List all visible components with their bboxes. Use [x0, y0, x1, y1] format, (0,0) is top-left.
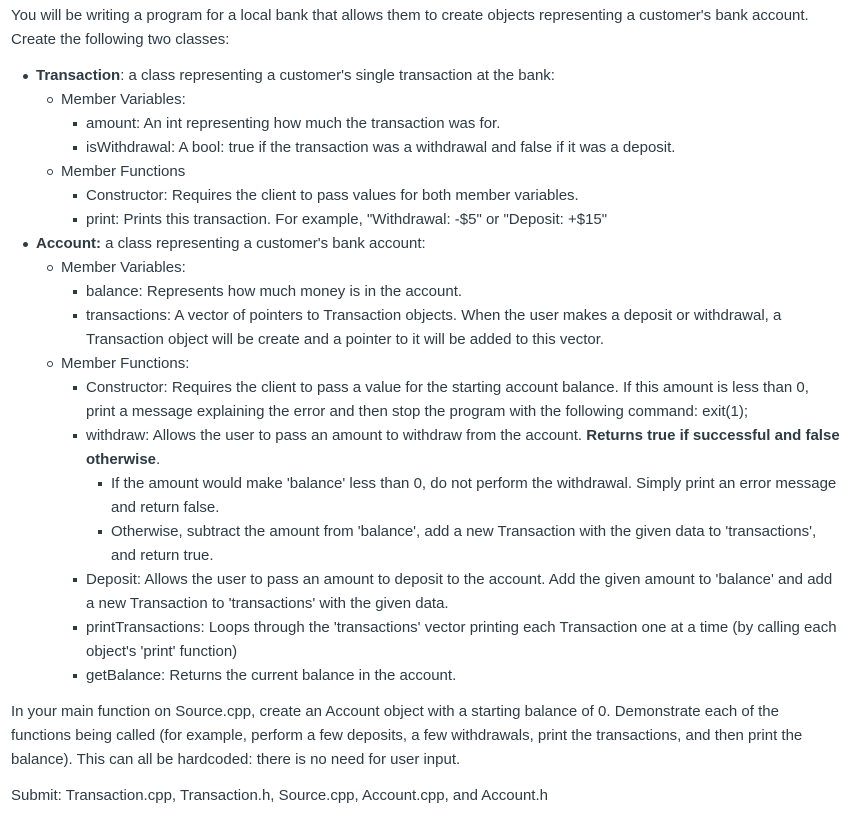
withdraw-sub-list: [86, 472, 841, 568]
transaction-member-vars-label: Member Variables:: [61, 91, 186, 108]
list-item: balance: Represents how much money is in the account.: [61, 280, 841, 304]
account-member-vars-label: Member Variables:: [61, 259, 186, 276]
transaction-class-item: [11, 64, 841, 232]
account-vars-list: [61, 280, 841, 352]
list-item-withdraw: [61, 424, 841, 568]
list-item: isWithdrawal: A bool: true if the transaction was a withdrawal and false if it was a deposit.: [61, 136, 841, 160]
transaction-class-desc: : a class representing a customer's single transaction at the bank:: [120, 67, 555, 84]
transaction-member-funcs-label: Member Functions: [61, 163, 186, 180]
withdraw-bold-text: Returns true if successful and false otherwise: [86, 427, 840, 468]
account-class-desc: a class representing a customer's bank account:: [101, 235, 426, 252]
list-item: amount: An int representing how much the transaction was for.: [61, 112, 841, 136]
withdraw-end: .: [156, 451, 161, 468]
list-item: getBalance: Returns the current balance in the account.: [61, 664, 841, 688]
withdraw-text: withdraw: Allows the user to pass an amount to withdraw from the account.: [86, 427, 587, 444]
submit-paragraph: Submit: Transaction.cpp, Transaction.h, Source.cpp, Account.cpp, and Account.h: [11, 787, 548, 804]
outro-paragraph: In your main function on Source.cpp, create an Account object with a starting balance of 0. Demonstrate each of the functions being called (for example, perform a few deposits, a few withdrawals, print the transactions, and then print the balance). This can all be hardcoded: there is no need for user input.: [11, 703, 803, 768]
list-item: printTransactions: Loops through the 'transactions' vector printing each Transaction one at a time (by calling each object's 'print' function): [61, 616, 841, 664]
account-class-name: Account:: [36, 235, 101, 252]
list-item: print: Prints this transaction. For example, "Withdrawal: -$5" or "Deposit: +$15": [61, 208, 841, 232]
list-item: Constructor: Requires the client to pass values for both member variables.: [61, 184, 841, 208]
account-members: [36, 256, 841, 688]
list-item: If the amount would make 'balance' less than 0, do not perform the withdrawal. Simply print an error message and return false.: [86, 472, 841, 520]
account-member-funcs-label: Member Functions:: [61, 355, 190, 372]
class-list: [11, 64, 841, 688]
account-funcs-list: [61, 376, 841, 688]
list-item: Otherwise, subtract the amount from 'balance', add a new Transaction with the given data to 'transactions', and return true.: [86, 520, 841, 568]
account-member-vars: [36, 256, 841, 352]
account-class-item: [11, 232, 841, 688]
transaction-member-vars: [36, 88, 841, 160]
intro-paragraph: You will be writing a program for a local bank that allows them to create objects representing a customer's bank account. Create the following two classes:: [11, 7, 809, 48]
transaction-members: [36, 88, 841, 232]
transaction-funcs-list: [61, 184, 841, 232]
transaction-class-name: Transaction: [36, 67, 121, 84]
list-item: transactions: A vector of pointers to Transaction objects. When the user makes a deposit or withdrawal, a Transaction object will be create and a pointer to it will be added to this vector.: [61, 304, 841, 352]
list-item: Deposit: Allows the user to pass an amount to deposit to the account. Add the given amount to 'balance' and add a new Transaction to 'transactions' with the given data.: [61, 568, 841, 616]
transaction-member-funcs: [36, 160, 841, 232]
account-member-funcs: [36, 352, 841, 688]
list-item: Constructor: Requires the client to pass a value for the starting account balance. If this amount is less than 0, print a message explaining the error and then stop the program with the following command: exit(1);: [61, 376, 841, 424]
transaction-vars-list: [61, 112, 841, 160]
